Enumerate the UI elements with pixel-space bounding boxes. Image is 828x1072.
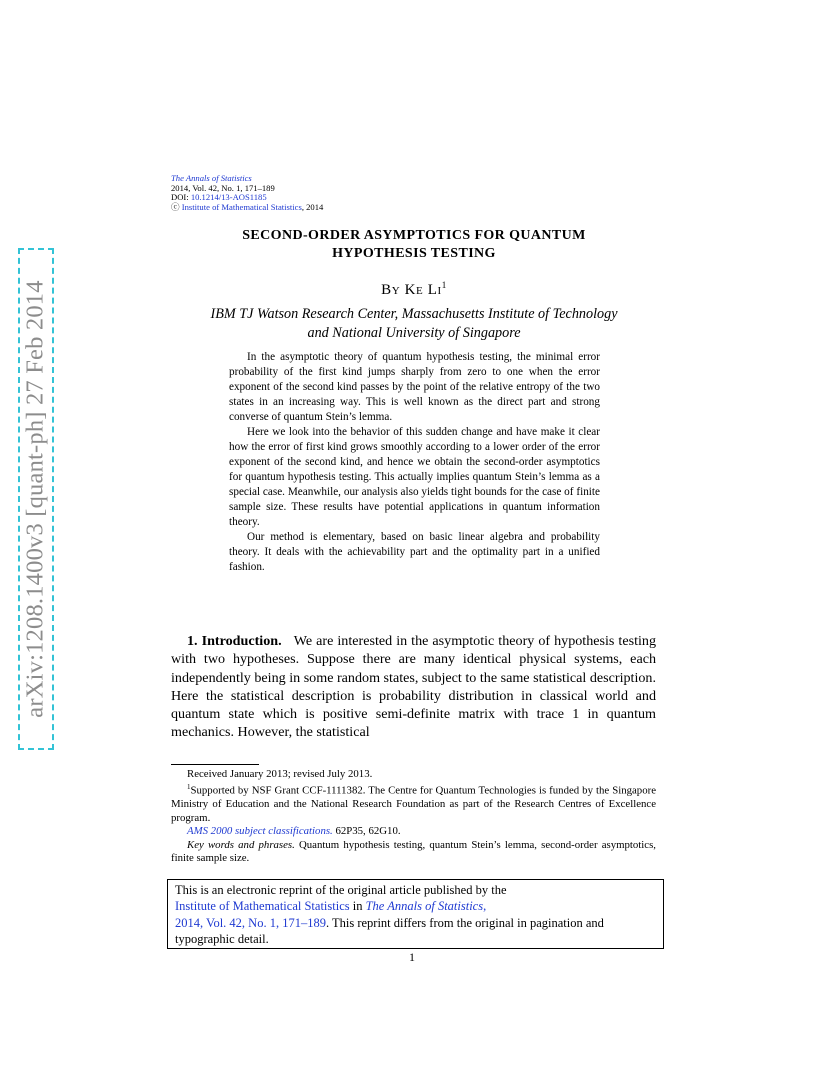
author-footnote-mark: 1 — [441, 280, 447, 290]
arxiv-identifier-text: arXiv:1208.1400v3 [quant-ph] 27 Feb 2014 — [22, 280, 49, 718]
ams-classification-link[interactable]: AMS 2000 subject classifications. — [187, 825, 333, 838]
received-note: Received January 2013; revised July 2013. — [187, 768, 373, 780]
author-name: By Ke Li — [381, 282, 442, 298]
footnote-divider — [171, 764, 259, 765]
copyright-holder-link[interactable]: Institute of Mathematical Statistics — [181, 201, 302, 212]
author-line — [170, 280, 658, 299]
introduction-text: We are interested in the asymptotic theory of hypothesis testing with two hypotheses. Suppose there are many identical physical systems, each independently being in some random states, subject to the same statistical description. Here the statistical description is probability distribution in classical world and quantum state which is positive semi-definite matrix with trace 1 in quantum mechanics. However, the statistical — [171, 633, 656, 741]
keywords-text: Quantum hypothesis testing, quantum Stein’s lemma, second-order asymptotics, finite sample size. — [171, 838, 656, 865]
introduction-heading: 1. Introduction. — [187, 633, 282, 649]
support-note: Supported by NSF Grant CCF-1111382. The Centre for Quantum Technologies is funded by the Singapore Ministry of Education and the National Research Foundation as part of the Research Centres of Excellence program. — [171, 785, 656, 824]
reprint-in-word: in — [349, 899, 366, 914]
affiliation-line-2: and National University of Singapore — [307, 325, 521, 341]
paper-title-line-2: HYPOTHESIS TESTING — [332, 246, 496, 261]
copyright-year: , 2014 — [301, 201, 324, 212]
abstract — [229, 350, 600, 575]
abstract-paragraph-2: Here we look into the behavior of this sudden change and have make it clear how the error of first kind grows smoothly according to a lower order of the error exponent of the second kind, and hence we obtain the second-order asymptotics for quantum hypothesis testing. This actually implies quantum Stein’s lemma as a special case. Meanwhile, our analysis also yields tight bounds for the case of finite sample size. These results have potential applications in quantum information theory. — [229, 426, 600, 528]
arxiv-identifier-stamp[interactable] — [18, 248, 54, 750]
reprint-rest-text: . This reprint differs from the original in pagination and typographic detail. — [175, 915, 604, 947]
doi-link[interactable]: 10.1214/13-AOS1185 — [190, 192, 267, 203]
footnotes — [171, 768, 656, 865]
keywords-label: Key words and phrases. — [187, 838, 295, 851]
doi-label: DOI: — [171, 192, 191, 203]
support-footnote-mark: 1 — [187, 783, 191, 792]
affiliation-line-1: IBM TJ Watson Research Center, Massachusetts Institute of Technology — [210, 306, 618, 322]
reprint-citation-link[interactable]: 2014, Vol. 42, No. 1, 171–189 — [175, 915, 326, 930]
reprint-journal-link[interactable]: The Annals of Statistics — [365, 899, 484, 914]
reprint-line-1: This is an electronic reprint of the original article published by the — [175, 883, 507, 897]
reprint-notice-box — [167, 879, 664, 949]
reprint-comma: , — [483, 899, 487, 914]
ams-codes: 62P35, 62G10. — [332, 825, 401, 838]
page-number: 1 — [409, 950, 415, 964]
introduction-section — [171, 632, 656, 742]
journal-volume-line: 2014, Vol. 42, No. 1, 171–189 — [171, 182, 275, 193]
abstract-paragraph-1: In the asymptotic theory of quantum hypothesis testing, the minimal error probability of the first kind jumps sharply from zero to one when the error exponent of the second kind passes by the point of the relative entropy of the two states in an increasing way. This is well known as the direct part and strong converse of quantum Stein’s lemma. — [229, 351, 600, 423]
abstract-paragraph-3: Our method is elementary, based on basic linear algebra and probability theory. It deals with the achievability part and the optimality part in a unified fashion. — [229, 531, 600, 573]
paper-title — [170, 227, 658, 263]
affiliation — [170, 305, 658, 343]
copyright-icon: ⓒ — [171, 201, 180, 212]
journal-name-link[interactable]: The Annals of Statistics — [171, 173, 252, 183]
publisher-link[interactable]: Institute of Mathematical Statistics — [175, 899, 350, 914]
paper-title-line-1: SECOND-ORDER ASYMPTOTICS FOR QUANTUM — [242, 228, 586, 243]
journal-header — [171, 174, 323, 212]
